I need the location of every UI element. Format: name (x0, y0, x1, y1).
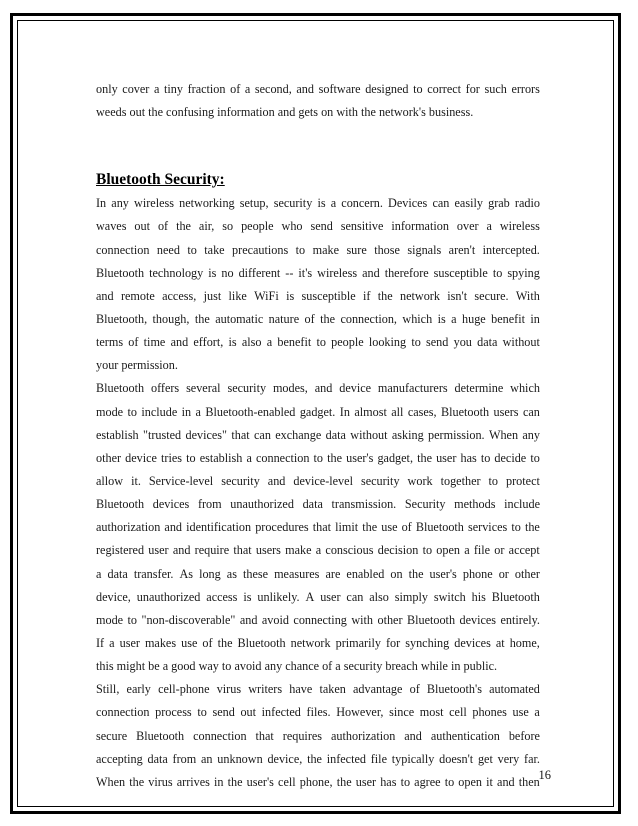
text-line: If a user makes use of the Bluetooth network primarily for synching devices at home, (96, 635, 540, 650)
text-line: Bluetooth technology is no different -- it's wireless and therefore susceptible to spying (96, 265, 540, 280)
text-line: When the virus arrives in the user's cell phone, the user has to agree to open it and then (96, 774, 540, 789)
text-line: Still, early cell-phone virus writers have taken advantage of Bluetooth's automated (96, 682, 540, 697)
text-line: Bluetooth, though, the automatic nature of the connection, which is a huge benefit in (96, 311, 540, 326)
text-line: Bluetooth devices from unauthorized data transmission. Security methods include (96, 497, 540, 512)
intro-paragraph (96, 78, 540, 124)
text-line: In any wireless networking setup, security is a concern. Devices can easily grab radio (96, 196, 540, 211)
page-body (96, 78, 540, 794)
text-line: mode to include in a Bluetooth-enabled gadget. In almost all cases, Bluetooth users can (96, 404, 540, 419)
text-line: Bluetooth offers several security modes, and device manufacturers determine which (96, 381, 540, 396)
text-line: establish "trusted devices" that can exchange data without asking permission. When any (96, 427, 540, 442)
text-line: connection need to take precautions to make sure those signals aren't intercepted. (96, 242, 540, 257)
text-line: a data transfer. As long as these measures are enabled on the user's phone or other (96, 566, 540, 581)
text-line: device, unauthorized access is unlikely. A user can also simply switch his Bluetooth (96, 589, 540, 604)
section-heading: Bluetooth Security: (96, 171, 225, 189)
paragraph (96, 678, 540, 794)
text-line: authorization and identification procedures that limit the use of Bluetooth services to the (96, 520, 540, 535)
page-number: 16 (538, 768, 551, 782)
text-line: terms of time and effort, is also a benefit to people looking to send you data without (96, 335, 540, 350)
paragraph (96, 377, 540, 678)
text-line: your permission. (96, 358, 178, 373)
text-line: secure Bluetooth connection that requires authorization and authentication before (96, 728, 540, 743)
text-line: waves out of the air, so people who send sensitive information over a wireless (96, 219, 540, 234)
text-line: this might be a good way to avoid any chance of a security breach while in public. (96, 659, 498, 674)
text-line: allow it. Service-level security and device-level security work together to protect (96, 473, 540, 488)
text-line: accepting data from an unknown device, the infected file typically doesn't get very far. (96, 751, 540, 766)
text-line: connection process to send out infected files. However, since most cell phones use a (96, 705, 540, 720)
text-line: and remote access, just like WiFi is susceptible if the network isn't secure. With (96, 288, 540, 303)
text-line: only cover a tiny fraction of a second, and software designed to correct for such errors (96, 82, 540, 96)
paragraph (96, 192, 540, 377)
text-line: mode to "non-discoverable" and avoid connecting with other Bluetooth devices entirely. (96, 612, 540, 627)
text-line: registered user and require that users make a conscious decision to open a file or accept (96, 543, 540, 558)
text-line: weeds out the confusing information and gets on with the network's business. (96, 105, 474, 120)
text-line: other device tries to establish a connection to the user's gadget, the user has to decide to (96, 450, 540, 465)
